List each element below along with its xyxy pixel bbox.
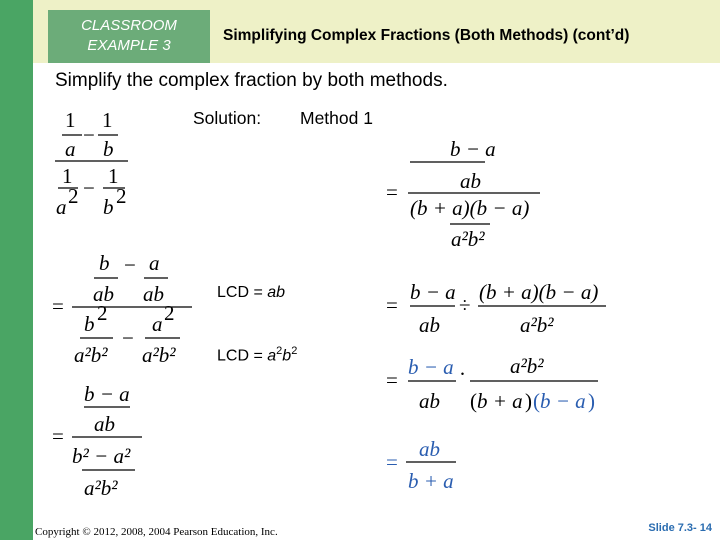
l3-ab: ab — [94, 412, 115, 436]
slide-title: Simplifying Complex Fractions (Both Methods) (cont’d) — [223, 27, 630, 44]
lcd2-base-a: a — [267, 347, 277, 365]
den-b-sq-exp: 2 — [116, 184, 127, 208]
result-den: b + a — [408, 469, 454, 493]
l3-num: b − a — [84, 382, 130, 406]
r3-b-plus-a: b + a — [477, 389, 523, 413]
r2-den: ab — [419, 313, 440, 337]
r3-den: ab — [419, 389, 440, 413]
r3-num: b − a — [408, 355, 454, 379]
l2-a-sq-exp: 2 — [164, 301, 175, 325]
l3-b2-a2: b² − a² — [72, 444, 131, 468]
r3-lp2: ( — [533, 389, 540, 413]
den-b: b — [103, 137, 114, 161]
lcd2-prefix: LCD = — [217, 347, 268, 365]
num-1-d: 1 — [108, 164, 119, 188]
example-line1: CLASSROOM — [81, 17, 177, 34]
lcd-value: ab — [267, 284, 286, 301]
l2-b: b — [99, 251, 110, 275]
l2-b-sq-exp: 2 — [97, 301, 108, 325]
copyright: Copyright © 2012, 2008, 2004 Pearson Education, Inc. — [35, 526, 278, 538]
l3-a2b2: a²b² — [84, 476, 118, 500]
lcd2-exp-b: 2 — [291, 345, 298, 357]
minus-top: − — [83, 123, 95, 147]
result-num: ab — [419, 437, 440, 461]
solution-label: Solution: — [193, 108, 262, 128]
method-label: Method 1 — [300, 108, 373, 128]
l2-a2b2-1: a²b² — [74, 343, 108, 367]
lcd2-exp-a: 2 — [276, 345, 283, 357]
num-1-a: 1 — [65, 108, 76, 132]
num-1-c: 1 — [62, 164, 73, 188]
den-a: a — [65, 137, 76, 161]
r1-num: b − a — [450, 137, 496, 161]
r3-lp1: ( — [470, 389, 477, 413]
r1-ab: ab — [460, 169, 481, 193]
intro-text: Simplify the complex fraction by both methods. — [55, 70, 448, 91]
den-b-sq-base: b — [103, 195, 114, 219]
r1-product: (b + a)(b − a) — [410, 196, 530, 220]
l2-ab-1: ab — [93, 282, 114, 306]
r1-a2b2: a²b² — [451, 227, 485, 251]
eq-r4: = — [386, 450, 398, 474]
eq-l3: = — [52, 424, 64, 448]
l2-a: a — [149, 251, 160, 275]
r2-div: ÷ — [459, 293, 471, 317]
r3-rp2: ) — [588, 389, 595, 413]
r3-b-minus-a: b − a — [540, 389, 586, 413]
r3-rp1: ) — [525, 389, 532, 413]
den-a-sq-exp: 2 — [68, 184, 79, 208]
l2-b-sq-base: b — [84, 312, 95, 336]
l2-a2b2-2: a²b² — [142, 343, 176, 367]
l2-a-sq-base: a — [152, 312, 163, 336]
eq-r2: = — [386, 293, 398, 317]
eq-r1: = — [386, 180, 398, 204]
r3-a2b2: a²b² — [510, 354, 544, 378]
lcd-prefix: LCD = — [217, 284, 268, 301]
num-1-b: 1 — [102, 108, 113, 132]
r2-a2b2: a²b² — [520, 313, 554, 337]
lcd2-base-b: b — [282, 347, 292, 365]
slide-number: Slide 7.3- 14 — [648, 522, 712, 534]
r2-num: b − a — [410, 280, 456, 304]
l2-ab-2: ab — [143, 282, 164, 306]
example-line2: EXAMPLE 3 — [87, 37, 171, 54]
den-a-sq-base: a — [56, 195, 67, 219]
minus-bottom: − — [83, 176, 95, 200]
eq-r3: = — [386, 368, 398, 392]
r3-dot: · — [459, 362, 466, 386]
l2-minus-bottom: − — [122, 326, 134, 350]
eq-l2: = — [52, 294, 64, 318]
l2-minus-top: − — [124, 253, 136, 277]
r2-product: (b + a)(b − a) — [479, 280, 599, 304]
